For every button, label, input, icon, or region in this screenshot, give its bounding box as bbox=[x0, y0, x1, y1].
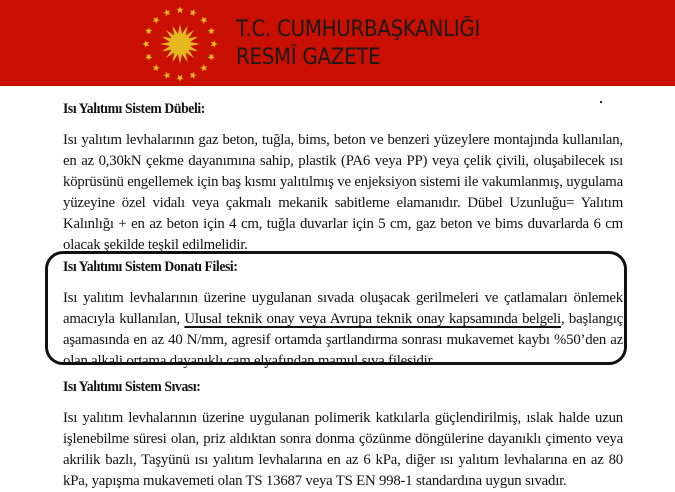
section-sivasi bbox=[63, 378, 623, 492]
underlined-text: Ulusal teknik onay veya Avrupa teknik onay kapsamında belgeli bbox=[184, 311, 561, 327]
section-paragraph bbox=[63, 288, 623, 372]
section-dubel bbox=[63, 100, 623, 256]
paragraph-text-after: , başlangıç aşamasında en az 40 N/mm, agresif ortamda şartlandırma sonrası mukavemet kaybı %50’den az olan alkali ortama dayanıklı cam elyafından mamul sıva filesidir. bbox=[63, 311, 624, 369]
section-heading: Isı Yalıtımı Sistem Donatı Filesi: bbox=[63, 259, 238, 275]
section-heading: Isı Yalıtımı Sistem Sıvası: bbox=[63, 379, 201, 395]
section-donati-filesi bbox=[63, 258, 623, 372]
section-paragraph: Isı yalıtım levhalarının gaz beton, tuğla, bims, beton ve benzeri yüzeylere montajında kullanılan, en az 0,30kN çekme dayanımına sahip, plastik (PA6 veya PP) veya çelik çivili, oluşabilecek ısı köprüsünü engellemek için baş kısmı yalıtılmış ve enjeksiyon sistemi ile vakumlanmış, uygulama yüzeyine özel vidalı veya çakmalı mekanik sabitleme elamanıdır. Dübel Uzunluğu= Yalıtım Kalınlığı + en az beton için 4 cm, tuğla duvarlar için 5 cm, gaz beton ve bims duvarlarda 6 cm olacak şekilde teşkil edilmelidir. bbox=[63, 132, 623, 253]
header-title: T.C. CUMHURBAŞKANLIĞI bbox=[236, 17, 481, 42]
header-banner bbox=[0, 0, 675, 86]
paragraph-text-before: Isı yalıtım levhalarının üzerine uygulanan sıvada oluşacak gerilmeleri ve çatlamaları önlemek amacıyla kullanılan, bbox=[63, 290, 623, 327]
presidential-seal-icon bbox=[137, 4, 223, 82]
section-paragraph: Isı yalıtım levhalarının üzerine uygulanan polimerik katkılarla güçlendirilmiş, ıslak halde uzun işlenebilme süresi olan, priz aldıktan sonra donma çözünme döngülerine dayanıklı çimento veya akrilik bazlı, Taşyünü ısı yalıtım levhalarına en az 6 kPa, diğer ısı yalıtım levhalarına en az 80 kPa, yapışma mukavemeti olan TS 13687 veya TS EN 998-1 standardına uygun sıvadır. bbox=[63, 410, 623, 489]
header-subtitle: RESMÎ GAZETE bbox=[236, 45, 381, 70]
section-heading: Isı Yalıtımı Sistem Dübeli: bbox=[63, 101, 205, 117]
